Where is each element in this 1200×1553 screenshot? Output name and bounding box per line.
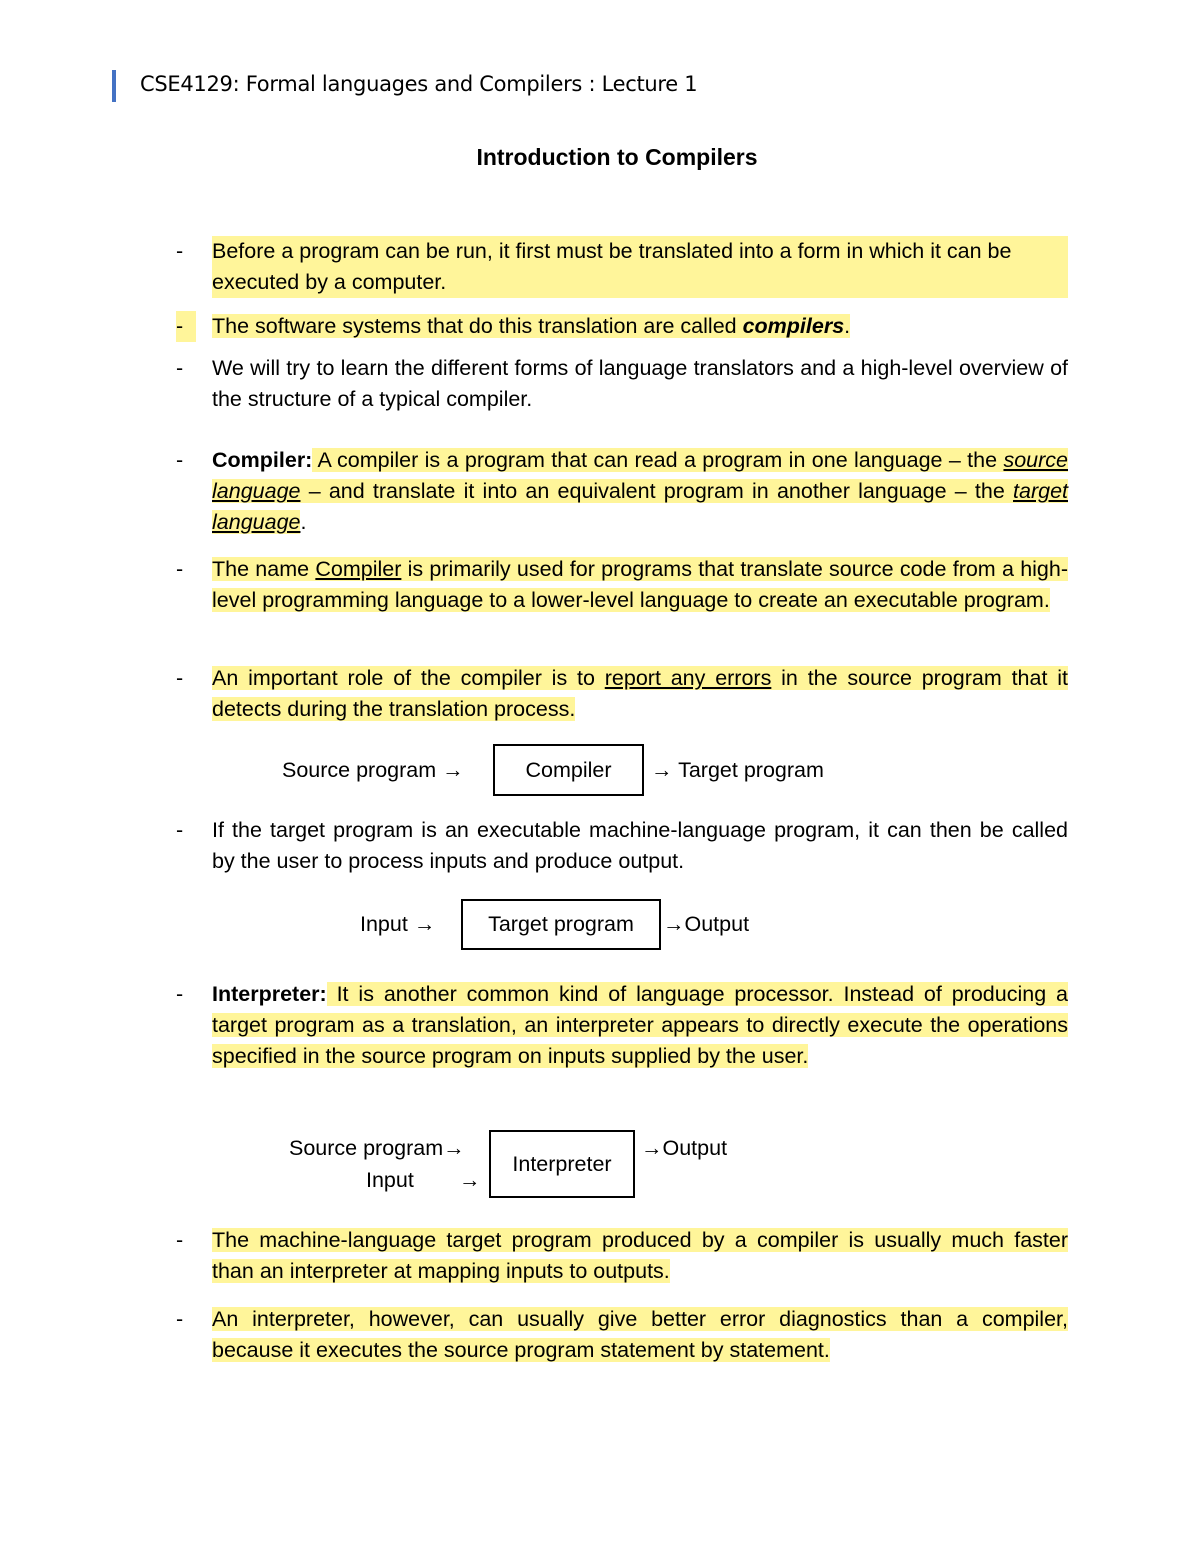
bullet-dash: - (176, 1228, 184, 1252)
bullet-dash: - (176, 666, 184, 690)
arrow-icon: → (641, 1136, 663, 1160)
arrow-icon: → (651, 758, 673, 782)
arrow-icon: → (663, 912, 685, 936)
list-item (176, 979, 1068, 1072)
paragraph-text: It is another common kind of language processor. Instead of producing a target program as a translation, an interpreter appears to directly execute the operations specified in the source program on inputs supplied by the user. (212, 982, 1068, 1068)
paragraph-text: We will try to learn the different forms of language translators and a high-level overview of the structure of a typical compiler. (212, 356, 1068, 411)
paragraph-text: A compiler is a program that can read a program in one language – the (312, 448, 1004, 472)
diagram1-compiler-box (493, 744, 644, 796)
paragraph-text: is primarily used for programs that translate source code from a high-level programming language to a lower-level language to create an executable program. (212, 557, 1068, 612)
term-report-errors: report any errors (604, 666, 772, 690)
bullet-dash: - (176, 239, 184, 263)
paragraph-text: If the target program is an executable machine-language program, it can then be called by the user to process inputs and produce output. (212, 818, 1068, 873)
paragraph-text: An important role of the compiler is to (212, 666, 605, 690)
box-label: Compiler (525, 757, 612, 782)
list-item (176, 236, 1068, 298)
arrow-icon: → (459, 1168, 481, 1192)
bullet-dash: - (176, 557, 184, 581)
list-item (176, 1225, 1068, 1287)
diagram2-input-label: Input → (360, 912, 436, 936)
paragraph-text-end: . (300, 510, 307, 534)
header-accent-bar (112, 70, 116, 102)
bullet-dash: - (176, 356, 184, 380)
diagram1-input-label: Source program → (282, 758, 464, 782)
term-compiler: Compiler (315, 557, 402, 581)
box-label: Interpreter (512, 1151, 612, 1176)
diagram3-input2-label: Input (366, 1168, 414, 1192)
list-item (176, 663, 1068, 725)
bullet-dash: - (176, 982, 184, 1006)
arrow-icon: → (443, 1136, 465, 1160)
box-label: Target program (488, 912, 634, 936)
paragraph-text: An interpreter, however, can usually give better error diagnostics than a compiler, because it executes the source program statement by statement. (212, 1307, 1068, 1362)
list-item (176, 311, 1068, 342)
bullet-dash: - (176, 1307, 184, 1331)
paragraph-text: in the source program that it detects during the translation process. (212, 666, 1069, 721)
term-compiler-label: Compiler: (212, 448, 313, 472)
term-interpreter-label: Interpreter: (212, 982, 327, 1006)
course-header: CSE4129: Formal languages and Compilers : Lecture 1 (140, 72, 698, 96)
document-title: Introduction to Compilers (476, 144, 758, 170)
diagram2-target-box (461, 899, 661, 950)
keyword-compilers: compilers (742, 314, 845, 338)
paragraph-text: – and translate it into an equivalent program in another language – the (300, 479, 1014, 503)
list-item (176, 815, 1068, 877)
bullet-dash: - (176, 311, 196, 342)
paragraph-text: The software systems that do this translation are called (212, 314, 743, 338)
list-item (176, 1304, 1068, 1366)
paragraph-text: The machine-language target program produced by a compiler is usually much faster than an interpreter at mapping inputs to outputs. (212, 1228, 1068, 1283)
paragraph-text: Before a program can be run, it first must be translated into a form in which it can be executed by a computer. (212, 236, 1068, 298)
diagram1-output-label: → Target program (651, 758, 824, 782)
bullet-dash: - (176, 448, 184, 472)
list-item (176, 353, 1068, 415)
arrow-icon: → (442, 758, 464, 782)
term-source-language: source language (212, 448, 1068, 503)
diagram3-input1-label: Source program→ (289, 1136, 465, 1160)
paragraph-text: The name (212, 557, 316, 581)
list-item (176, 554, 1068, 616)
paragraph-text-end: . (844, 314, 851, 338)
diagram2-output-label: →Output (663, 912, 750, 936)
list-item (176, 445, 1068, 538)
diagram3-interpreter-box (489, 1130, 635, 1198)
term-target-language: target language (212, 479, 1068, 534)
diagram3-output-label: →Output (641, 1136, 728, 1160)
bullet-dash: - (176, 818, 184, 842)
arrow-icon: → (413, 912, 436, 936)
